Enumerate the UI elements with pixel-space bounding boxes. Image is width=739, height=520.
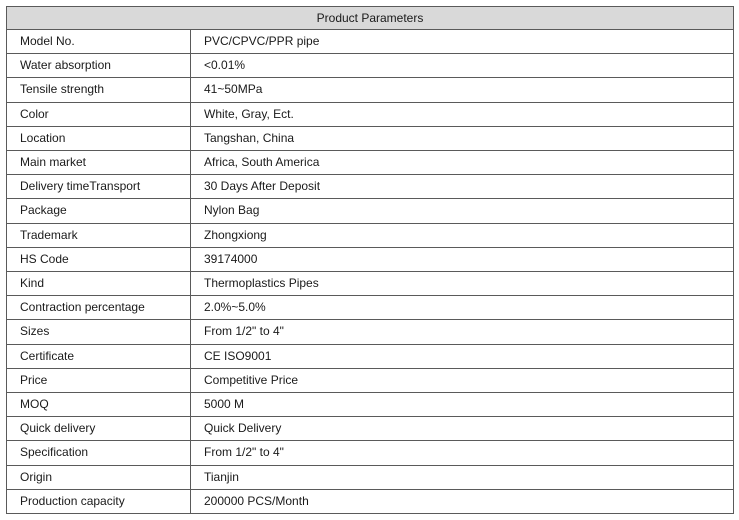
table-row bbox=[7, 175, 734, 199]
table-row bbox=[7, 151, 734, 175]
parameter-label: Quick delivery bbox=[7, 417, 191, 441]
parameter-value: 2.0%~5.0% bbox=[191, 296, 734, 320]
table-row bbox=[7, 54, 734, 78]
table-row bbox=[7, 417, 734, 441]
table-title: Product Parameters bbox=[7, 7, 734, 30]
parameter-label: Origin bbox=[7, 465, 191, 489]
parameter-label: Location bbox=[7, 126, 191, 150]
table-header-row bbox=[7, 7, 734, 30]
parameter-label: Production capacity bbox=[7, 489, 191, 513]
parameter-value: Tangshan, China bbox=[191, 126, 734, 150]
parameter-value: White, Gray, Ect. bbox=[191, 102, 734, 126]
parameter-value: 39174000 bbox=[191, 247, 734, 271]
parameter-label: Sizes bbox=[7, 320, 191, 344]
parameter-label: HS Code bbox=[7, 247, 191, 271]
table-row bbox=[7, 223, 734, 247]
table-row bbox=[7, 441, 734, 465]
parameter-label: Delivery timeTransport bbox=[7, 175, 191, 199]
table-row bbox=[7, 320, 734, 344]
table-row bbox=[7, 78, 734, 102]
parameter-label: Trademark bbox=[7, 223, 191, 247]
parameter-value: Tianjin bbox=[191, 465, 734, 489]
parameter-value: 200000 PCS/Month bbox=[191, 489, 734, 513]
parameter-label: Water absorption bbox=[7, 54, 191, 78]
parameter-value: 5000 M bbox=[191, 393, 734, 417]
parameter-label: Package bbox=[7, 199, 191, 223]
parameter-value: From 1/2" to 4" bbox=[191, 441, 734, 465]
parameter-value: Africa, South America bbox=[191, 151, 734, 175]
parameter-value: Nylon Bag bbox=[191, 199, 734, 223]
parameter-value: Zhongxiong bbox=[191, 223, 734, 247]
parameter-value: Thermoplastics Pipes bbox=[191, 272, 734, 296]
table-row bbox=[7, 30, 734, 54]
parameter-value: PVC/CPVC/PPR pipe bbox=[191, 30, 734, 54]
parameter-label: Certificate bbox=[7, 344, 191, 368]
parameter-label: Contraction percentage bbox=[7, 296, 191, 320]
parameter-value: Quick Delivery bbox=[191, 417, 734, 441]
product-parameters-table bbox=[6, 6, 734, 514]
parameter-label: Color bbox=[7, 102, 191, 126]
table-row bbox=[7, 126, 734, 150]
table-row bbox=[7, 393, 734, 417]
parameter-label: Main market bbox=[7, 151, 191, 175]
table-row bbox=[7, 272, 734, 296]
parameter-label: Kind bbox=[7, 272, 191, 296]
table-row bbox=[7, 199, 734, 223]
parameter-label: MOQ bbox=[7, 393, 191, 417]
parameter-value: From 1/2" to 4" bbox=[191, 320, 734, 344]
table-body bbox=[7, 30, 734, 514]
parameter-label: Price bbox=[7, 368, 191, 392]
table-row bbox=[7, 368, 734, 392]
table-row bbox=[7, 344, 734, 368]
table-row bbox=[7, 465, 734, 489]
parameter-value: Competitive Price bbox=[191, 368, 734, 392]
parameter-value: 41~50MPa bbox=[191, 78, 734, 102]
parameter-value: 30 Days After Deposit bbox=[191, 175, 734, 199]
table-row bbox=[7, 102, 734, 126]
product-parameters-sheet bbox=[6, 6, 733, 514]
parameter-value: CE ISO9001 bbox=[191, 344, 734, 368]
parameter-value: <0.01% bbox=[191, 54, 734, 78]
table-row bbox=[7, 247, 734, 271]
parameter-label: Model No. bbox=[7, 30, 191, 54]
table-row bbox=[7, 489, 734, 513]
parameter-label: Tensile strength bbox=[7, 78, 191, 102]
parameter-label: Specification bbox=[7, 441, 191, 465]
table-row bbox=[7, 296, 734, 320]
